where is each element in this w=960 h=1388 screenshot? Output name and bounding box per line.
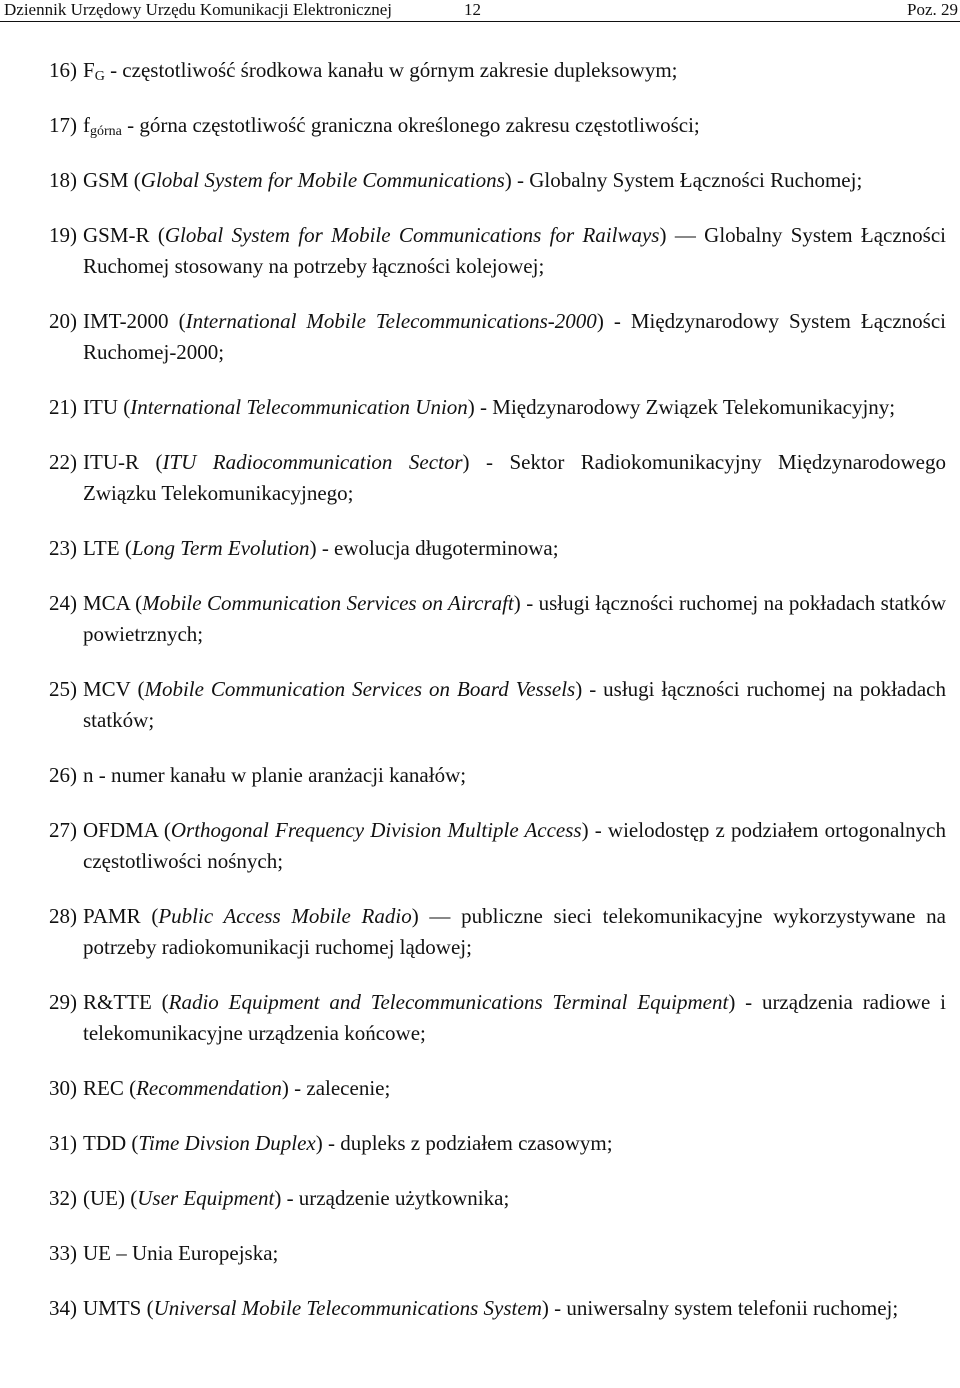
item-text: [83, 815, 946, 877]
abbreviation: R&TTE: [83, 990, 152, 1014]
item-number: 29): [49, 990, 77, 1014]
english-term: International Mobile Telecommunications-2000: [185, 309, 597, 333]
definition: - urządzenia radiowe i telekomunikacyjne urządzenia końcowe;: [83, 990, 946, 1045]
item-number: 34): [49, 1296, 77, 1320]
paren-open: (: [119, 536, 132, 560]
list-item: [0, 987, 960, 1049]
item-text: [83, 55, 946, 86]
item-number: 20): [49, 309, 77, 333]
paren-open: (: [118, 395, 131, 419]
list-item: [0, 533, 960, 564]
journal-title: Dziennik Urzędowy Urzędu Komunikacji Elektronicznej: [4, 0, 393, 19]
item-number: 24): [49, 591, 77, 615]
item-text: [83, 901, 946, 963]
paren-close: ): [659, 223, 667, 247]
abbreviation: ITU-R: [83, 450, 139, 474]
abbreviation: OFDMA: [83, 818, 158, 842]
item-number: 22): [49, 450, 77, 474]
item-text: [83, 447, 946, 509]
list-item: [0, 392, 960, 423]
item-text: [83, 987, 946, 1049]
item-number: 27): [49, 818, 77, 842]
paren-close: ): [411, 904, 419, 928]
item-text: [83, 1293, 946, 1324]
list-item: [0, 674, 960, 736]
item-number: 31): [49, 1131, 77, 1155]
item-text: [83, 220, 946, 282]
list-item: [0, 901, 960, 963]
paren-close: ): [728, 990, 736, 1014]
item-number: 16): [49, 58, 77, 82]
item-number: 30): [49, 1076, 77, 1100]
definition: - dupleks z podziałem czasowym;: [322, 1131, 613, 1155]
definition: - Sektor Radiokomunikacyjny Międzynarodowego Związku Telekomunikacyjnego;: [83, 450, 947, 505]
item-number: 21): [49, 395, 77, 419]
english-term: Universal Mobile Telecommunications System: [153, 1296, 542, 1320]
abbreviation: PAMR: [83, 904, 141, 928]
list-item: [0, 55, 960, 86]
list-item: [0, 1238, 960, 1269]
page-number: 12: [464, 0, 481, 19]
item-text: [83, 1073, 946, 1104]
paren-open: (: [129, 591, 143, 615]
abbreviation: IMT-2000: [83, 309, 169, 333]
definition: - urządzenie użytkownika;: [281, 1186, 510, 1210]
english-term: Mobile Communication Services on Board Vessels: [144, 677, 576, 701]
item-text: [83, 674, 946, 736]
item-number: 32): [49, 1186, 77, 1210]
paren-open: (: [149, 223, 165, 247]
english-term: Public Access Mobile Radio: [158, 904, 412, 928]
abbreviation: UMTS: [83, 1296, 142, 1320]
item-text: [83, 588, 946, 650]
paren-close: ): [274, 1186, 282, 1210]
abbreviation: REC: [83, 1076, 124, 1100]
paren-close: ): [581, 818, 589, 842]
paren-close: ): [575, 677, 583, 701]
symbol-subscript: górna: [90, 124, 122, 139]
item-text: [83, 1128, 946, 1159]
paren-close: ): [281, 1076, 289, 1100]
item-text: [83, 1183, 946, 1214]
english-term: ITU Radiocommunication Sector: [162, 450, 463, 474]
item-number: 33): [49, 1241, 77, 1265]
definition: - Międzynarodowy Związek Telekomunikacyjny;: [474, 395, 896, 419]
paren-open: (: [126, 1131, 139, 1155]
list-item: [0, 588, 960, 650]
definition: - usługi łączności ruchomej na pokładach statków;: [83, 677, 946, 732]
paren-open: (: [168, 309, 186, 333]
english-term: Radio Equipment and Telecommunications Terminal Equipment: [168, 990, 729, 1014]
position-number: Poz. 29: [907, 0, 958, 19]
english-term: Time Divsion Duplex: [138, 1131, 316, 1155]
definition: - częstotliwość środkowa kanału w górnym zakresie dupleksowym;: [104, 58, 678, 82]
list-item: [0, 815, 960, 877]
list-item: [0, 1293, 960, 1324]
abbreviation: LTE: [83, 536, 120, 560]
item-number: 19): [49, 223, 77, 247]
paren-close: ): [504, 168, 512, 192]
paren-close: ): [462, 450, 470, 474]
english-term: Mobile Communication Services on Aircraft: [142, 591, 514, 615]
paren-close: ): [541, 1296, 549, 1320]
list-item: [0, 760, 960, 791]
symbol-subscript: G: [94, 69, 105, 84]
item-number: 23): [49, 536, 77, 560]
definition: - wielodostęp z podziałem ortogonalnych częstotliwości nośnych;: [83, 818, 946, 873]
english-term: Global System for Mobile Communications for Railways: [164, 223, 660, 247]
list-item: [0, 165, 960, 196]
english-term: Orthogonal Frequency Division Multiple Access: [170, 818, 582, 842]
english-term: Global System for Mobile Communications: [140, 168, 505, 192]
paren-close: ): [596, 309, 604, 333]
paren-open: (: [124, 1186, 138, 1210]
list-item: [0, 1073, 960, 1104]
paren-close: ): [309, 536, 317, 560]
abbreviation: GSM-R: [83, 223, 150, 247]
item-number: 25): [49, 677, 77, 701]
list-item: [0, 110, 960, 141]
paren-close: ): [315, 1131, 323, 1155]
list-item: [0, 306, 960, 368]
paren-open: (: [139, 450, 163, 474]
item-number: 26): [49, 763, 77, 787]
list-item: [0, 220, 960, 282]
abbreviation: GSM: [83, 168, 129, 192]
item-number: 17): [49, 113, 77, 137]
item-text: [83, 533, 946, 564]
definition: — Globalny System Łączności Ruchomej stosowany na potrzeby łączności kolejowej;: [83, 223, 947, 278]
english-term: Recommendation: [136, 1076, 282, 1100]
definition: — publiczne sieci telekomunikacyjne wykorzystywane na potrzeby radiokomunikacji ruchomej lądowej;: [83, 904, 947, 959]
abbreviation: (UE): [83, 1186, 125, 1210]
definition: - Międzynarodowy System Łączności Ruchomej-2000;: [83, 309, 946, 364]
english-term: User Equipment: [137, 1186, 275, 1210]
symbol-main: F: [83, 58, 95, 82]
item-text: UE – Unia Europejska;: [83, 1241, 279, 1265]
paren-open: (: [130, 677, 145, 701]
definition: - górna częstotliwość graniczna określonego zakresu częstotliwości;: [121, 113, 700, 137]
item-text: [83, 110, 946, 141]
paren-close: ): [513, 591, 521, 615]
abbreviation: MCA: [83, 591, 130, 615]
definition: - ewolucja długoterminowa;: [316, 536, 559, 560]
english-term: International Telecommunication Union: [130, 395, 468, 419]
definition: - Globalny System Łączności Ruchomej;: [511, 168, 863, 192]
definitions-list: [0, 55, 960, 1348]
paren-open: (: [140, 904, 159, 928]
item-number: 28): [49, 904, 77, 928]
item-text: [83, 165, 946, 196]
paren-open: (: [141, 1296, 154, 1320]
item-text: n - numer kanału w planie aranżacji kanałów;: [83, 763, 467, 787]
paren-open: (: [151, 990, 169, 1014]
paren-open: (: [157, 818, 171, 842]
abbreviation: ITU: [83, 395, 118, 419]
paren-open: (: [123, 1076, 137, 1100]
item-text: [83, 306, 946, 368]
paren-close: ): [467, 395, 475, 419]
abbreviation: TDD: [83, 1131, 127, 1155]
definition: - uniwersalny system telefonii ruchomej;: [548, 1296, 899, 1320]
list-item: [0, 1183, 960, 1214]
item-number: 18): [49, 168, 77, 192]
abbreviation: MCV: [83, 677, 131, 701]
list-item: [0, 447, 960, 509]
item-text: [83, 392, 946, 423]
definition: - zalecenie;: [288, 1076, 391, 1100]
paren-open: (: [128, 168, 141, 192]
definition: - usługi łączności ruchomej na pokładach statków powietrznych;: [83, 591, 946, 646]
symbol-main: f: [83, 113, 90, 137]
english-term: Long Term Evolution: [131, 536, 310, 560]
list-item: [0, 1128, 960, 1159]
page-header: [0, 0, 960, 22]
